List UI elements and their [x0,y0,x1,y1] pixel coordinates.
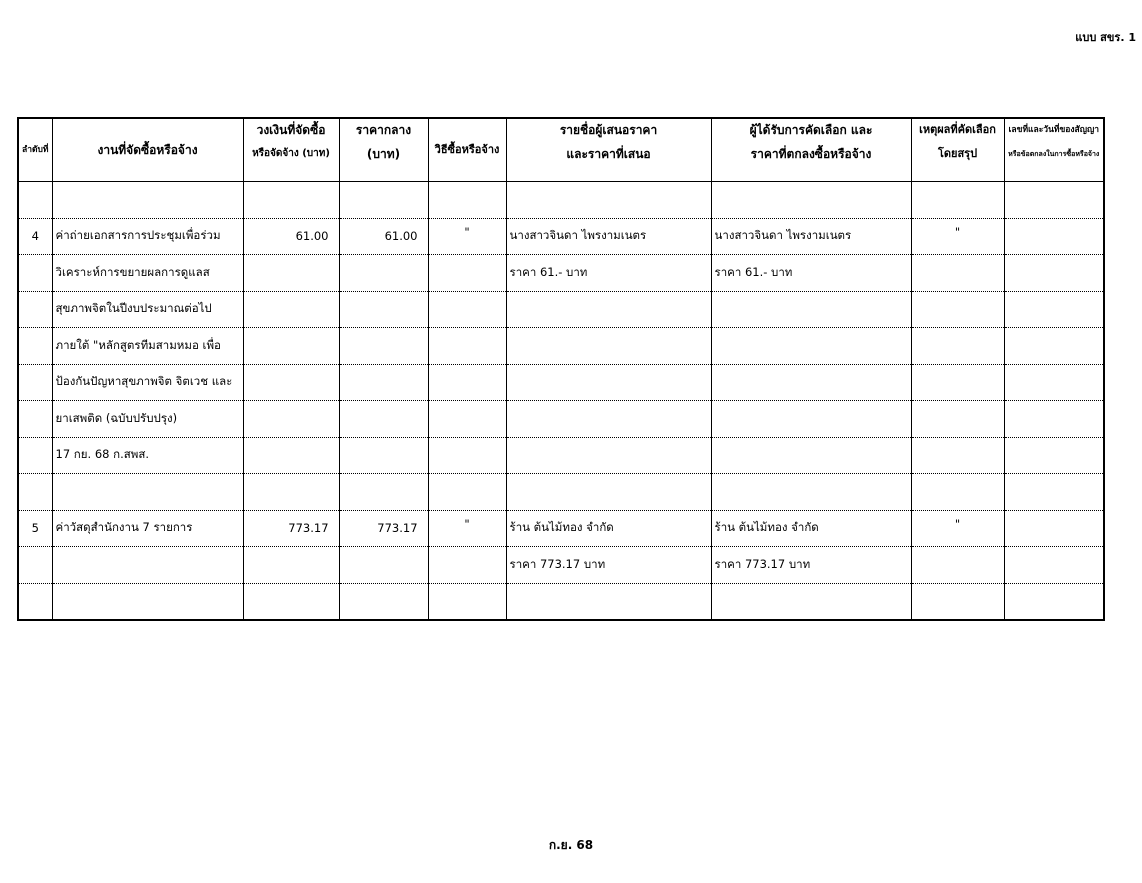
cell-no [18,255,52,292]
cell-reason [911,583,1004,620]
cell-work [52,182,243,219]
cell-bidder: ร้าน ต้นไม้ทอง จำกัด [506,510,711,547]
cell-method [428,328,506,365]
cell-work [52,474,243,511]
table-row [18,583,1104,620]
cell-bidder [506,437,711,474]
cell-reason [911,474,1004,511]
table-row [18,291,1104,328]
cell-no: 4 [18,218,52,255]
cell-method [428,401,506,438]
cell-bidder: ราคา 773.17 บาท [506,547,711,584]
cell-median [339,583,428,620]
cell-no [18,182,52,219]
cell-reason: " [911,510,1004,547]
cell-median [339,547,428,584]
cell-median [339,401,428,438]
cell-selected [711,437,911,474]
cell-contract [1004,510,1104,547]
cell-no [18,583,52,620]
cell-budget [243,182,339,219]
cell-method [428,291,506,328]
header-bidders-line1: รายชื่อผู้เสนอราคา [559,123,658,137]
cell-budget [243,401,339,438]
cell-contract [1004,291,1104,328]
cell-work: 17 กย. 68 ก.สพส. [52,437,243,474]
cell-method [428,547,506,584]
table-row [18,510,1104,547]
cell-median [339,328,428,365]
cell-work: ยาเสพติด (ฉบับปรับปรุง) [52,401,243,438]
header-contract-line1: เลขที่และวันที่ของสัญญา [1008,125,1099,135]
table-row [18,182,1104,219]
cell-contract [1004,328,1104,365]
header-contract [1004,118,1104,182]
cell-selected [711,328,911,365]
cell-reason [911,328,1004,365]
cell-no: 5 [18,510,52,547]
header-median-line2: (บาท) [366,147,401,161]
header-contract-line2: หรือข้อตกลงในการซื้อหรือจ้าง [1008,150,1100,158]
cell-method: " [428,510,506,547]
cell-work [52,547,243,584]
cell-contract [1004,547,1104,584]
cell-selected: ราคา 773.17 บาท [711,547,911,584]
header-row [18,118,1104,182]
cell-median [339,255,428,292]
header-bidders-line2: และราคาที่เสนอ [566,147,651,161]
cell-selected [711,291,911,328]
cell-selected: ราคา 61.- บาท [711,255,911,292]
cell-bidder [506,291,711,328]
cell-contract [1004,255,1104,292]
table-row [18,218,1104,255]
cell-work: ป้องกันปัญหาสุขภาพจิต จิตเวช และ [52,364,243,401]
table-row [18,547,1104,584]
cell-budget: 61.00 [243,218,339,255]
table-row [18,474,1104,511]
cell-median: 61.00 [339,218,428,255]
cell-selected: ร้าน ต้นไม้ทอง จำกัด [711,510,911,547]
cell-selected [711,364,911,401]
cell-bidder [506,474,711,511]
cell-no [18,401,52,438]
footer-month: ก.ย. 68 [548,838,594,852]
cell-budget [243,583,339,620]
cell-method [428,255,506,292]
cell-method: " [428,218,506,255]
cell-reason [911,291,1004,328]
cell-work [52,583,243,620]
header-selected-line1: ผู้ได้รับการคัดเลือก และ [749,123,873,137]
cell-work: วิเคราะห์การขยายผลการดูแลส [52,255,243,292]
cell-median [339,364,428,401]
table-row [18,255,1104,292]
cell-contract [1004,182,1104,219]
cell-selected: นางสาวจินดา ไพรงามเนตร [711,218,911,255]
header-bidders [506,118,711,182]
cell-bidder [506,328,711,365]
cell-budget [243,291,339,328]
table-row [18,401,1104,438]
cell-selected [711,401,911,438]
cell-median: 773.17 [339,510,428,547]
header-budget [243,118,339,182]
cell-reason [911,401,1004,438]
cell-contract [1004,437,1104,474]
cell-budget [243,474,339,511]
cell-selected [711,474,911,511]
cell-budget [243,437,339,474]
header-median [339,118,428,182]
cell-no [18,437,52,474]
cell-no [18,547,52,584]
cell-budget: 773.17 [243,510,339,547]
cell-work: ค่าถ่ายเอกสารการประชุมเพื่อร่วม [52,218,243,255]
header-reason-line1: เหตุผลที่คัดเลือก [919,123,996,136]
cell-bidder [506,364,711,401]
cell-reason: " [911,218,1004,255]
cell-bidder: นางสาวจินดา ไพรงามเนตร [506,218,711,255]
header-selected-line2: ราคาที่ตกลงซื้อหรือจ้าง [750,147,872,161]
cell-bidder [506,583,711,620]
cell-budget [243,328,339,365]
cell-bidder: ราคา 61.- บาท [506,255,711,292]
header-work: งานที่จัดซื้อหรือจ้าง [52,118,243,182]
cell-reason [911,182,1004,219]
cell-median [339,474,428,511]
cell-work: สุขภาพจิตในปีงบประมาณต่อไป [52,291,243,328]
cell-bidder [506,182,711,219]
cell-contract [1004,364,1104,401]
table-row [18,364,1104,401]
cell-budget [243,364,339,401]
header-no: ลำดับที่ [18,118,52,182]
cell-method [428,437,506,474]
cell-work: ค่าวัสดุสำนักงาน 7 รายการ [52,510,243,547]
cell-budget [243,547,339,584]
cell-reason [911,364,1004,401]
cell-contract [1004,474,1104,511]
table-row [18,328,1104,365]
header-reason-line2: โดยสรุป [937,147,978,160]
cell-median [339,437,428,474]
cell-contract [1004,218,1104,255]
cell-reason [911,547,1004,584]
header-reason [911,118,1004,182]
cell-contract [1004,401,1104,438]
cell-reason [911,437,1004,474]
header-budget-line2: หรือจัดจ้าง (บาท) [252,148,330,159]
procurement-table [17,117,1105,621]
cell-contract [1004,583,1104,620]
cell-median [339,291,428,328]
cell-method [428,364,506,401]
form-code: แบบ สขร. 1 [1075,31,1136,44]
cell-budget [243,255,339,292]
cell-no [18,291,52,328]
cell-work: ภายใต้ "หลักสูตรทีมสามหมอ เพื่อ [52,328,243,365]
cell-method [428,182,506,219]
header-method: วิธีซื้อหรือจ้าง [428,118,506,182]
cell-median [339,182,428,219]
header-median-line1: ราคากลาง [355,123,412,137]
cell-selected [711,182,911,219]
cell-no [18,328,52,365]
cell-reason [911,255,1004,292]
cell-no [18,474,52,511]
cell-method [428,474,506,511]
header-selected [711,118,911,182]
cell-method [428,583,506,620]
header-budget-line1: วงเงินที่จัดซื้อ [256,123,326,137]
table-row [18,437,1104,474]
cell-bidder [506,401,711,438]
cell-selected [711,583,911,620]
cell-no [18,364,52,401]
